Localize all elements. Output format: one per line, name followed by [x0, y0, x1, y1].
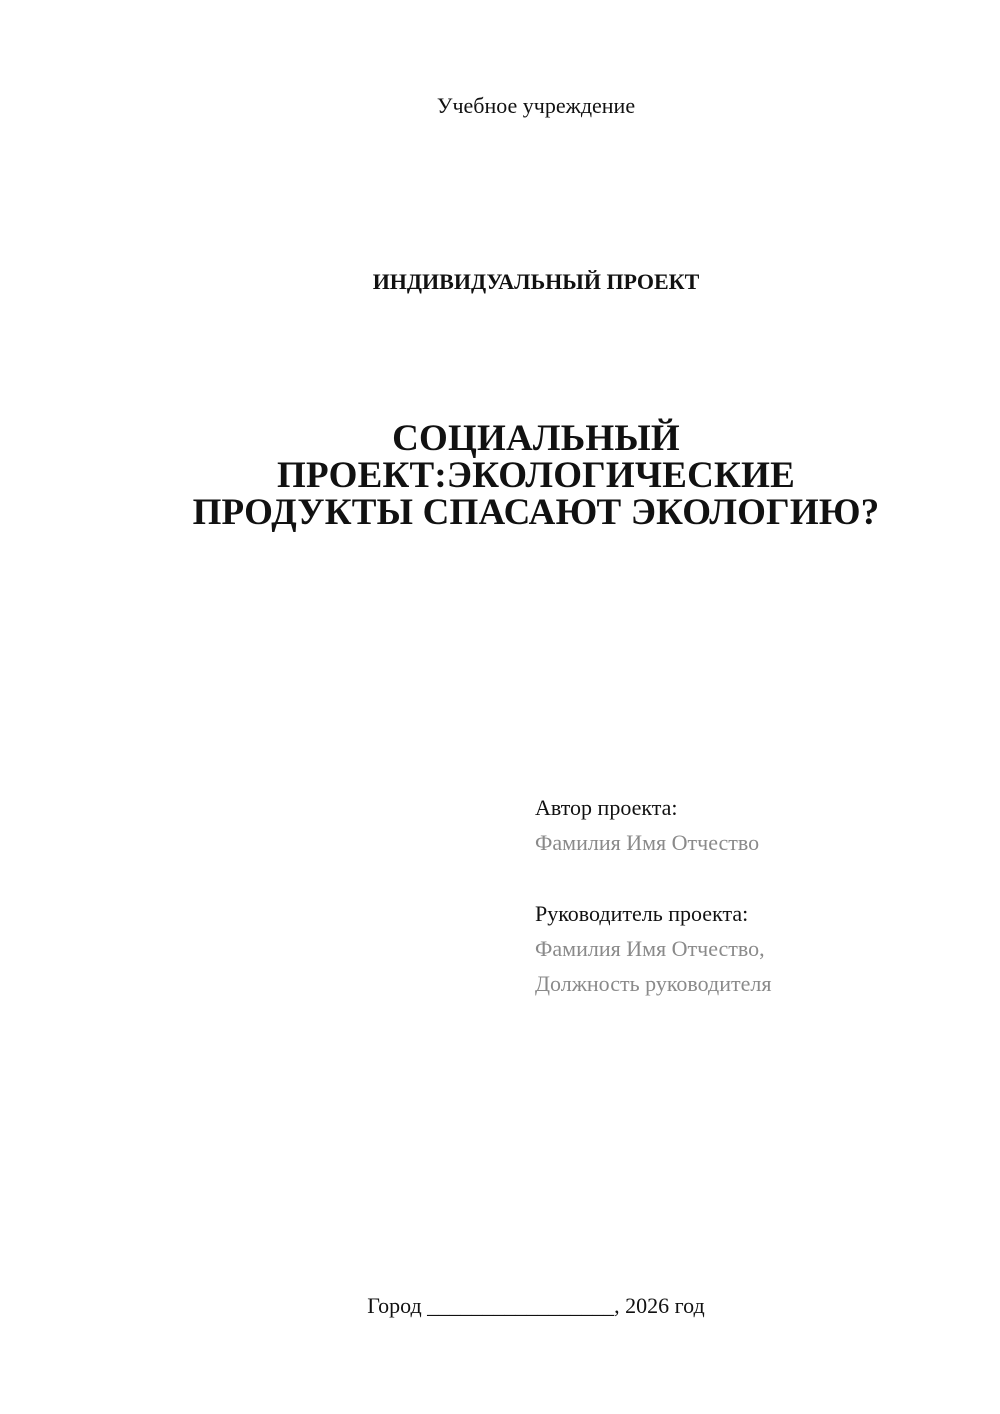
project-info-block: [535, 790, 975, 1001]
project-title-line-1: СОЦИАЛЬНЫЙ: [392, 418, 680, 459]
supervisor-name: Фамилия Имя Отчество,: [535, 936, 765, 961]
project-title: [0, 420, 1000, 531]
author-label: Автор проекта:: [535, 795, 678, 820]
info-spacer: [535, 860, 975, 896]
supervisor-position: Должность руководителя: [535, 971, 772, 996]
institution-name: Учебное учреждение: [436, 93, 636, 118]
city-year-line: Город _________________, 2026 год: [367, 1293, 705, 1318]
project-title-line-3: ПРОДУКТЫ СПАСАЮТ ЭКОЛОГИЮ?: [192, 492, 880, 533]
project-title-line-2: ПРОЕКТ:ЭКОЛОГИЧЕСКИЕ: [277, 455, 795, 496]
project-type-heading: ИНДИВИДУАЛЬНЫЙ ПРОЕКТ: [372, 269, 700, 294]
supervisor-label: Руководитель проекта:: [535, 901, 749, 926]
author-name: Фамилия Имя Отчество: [535, 830, 760, 855]
